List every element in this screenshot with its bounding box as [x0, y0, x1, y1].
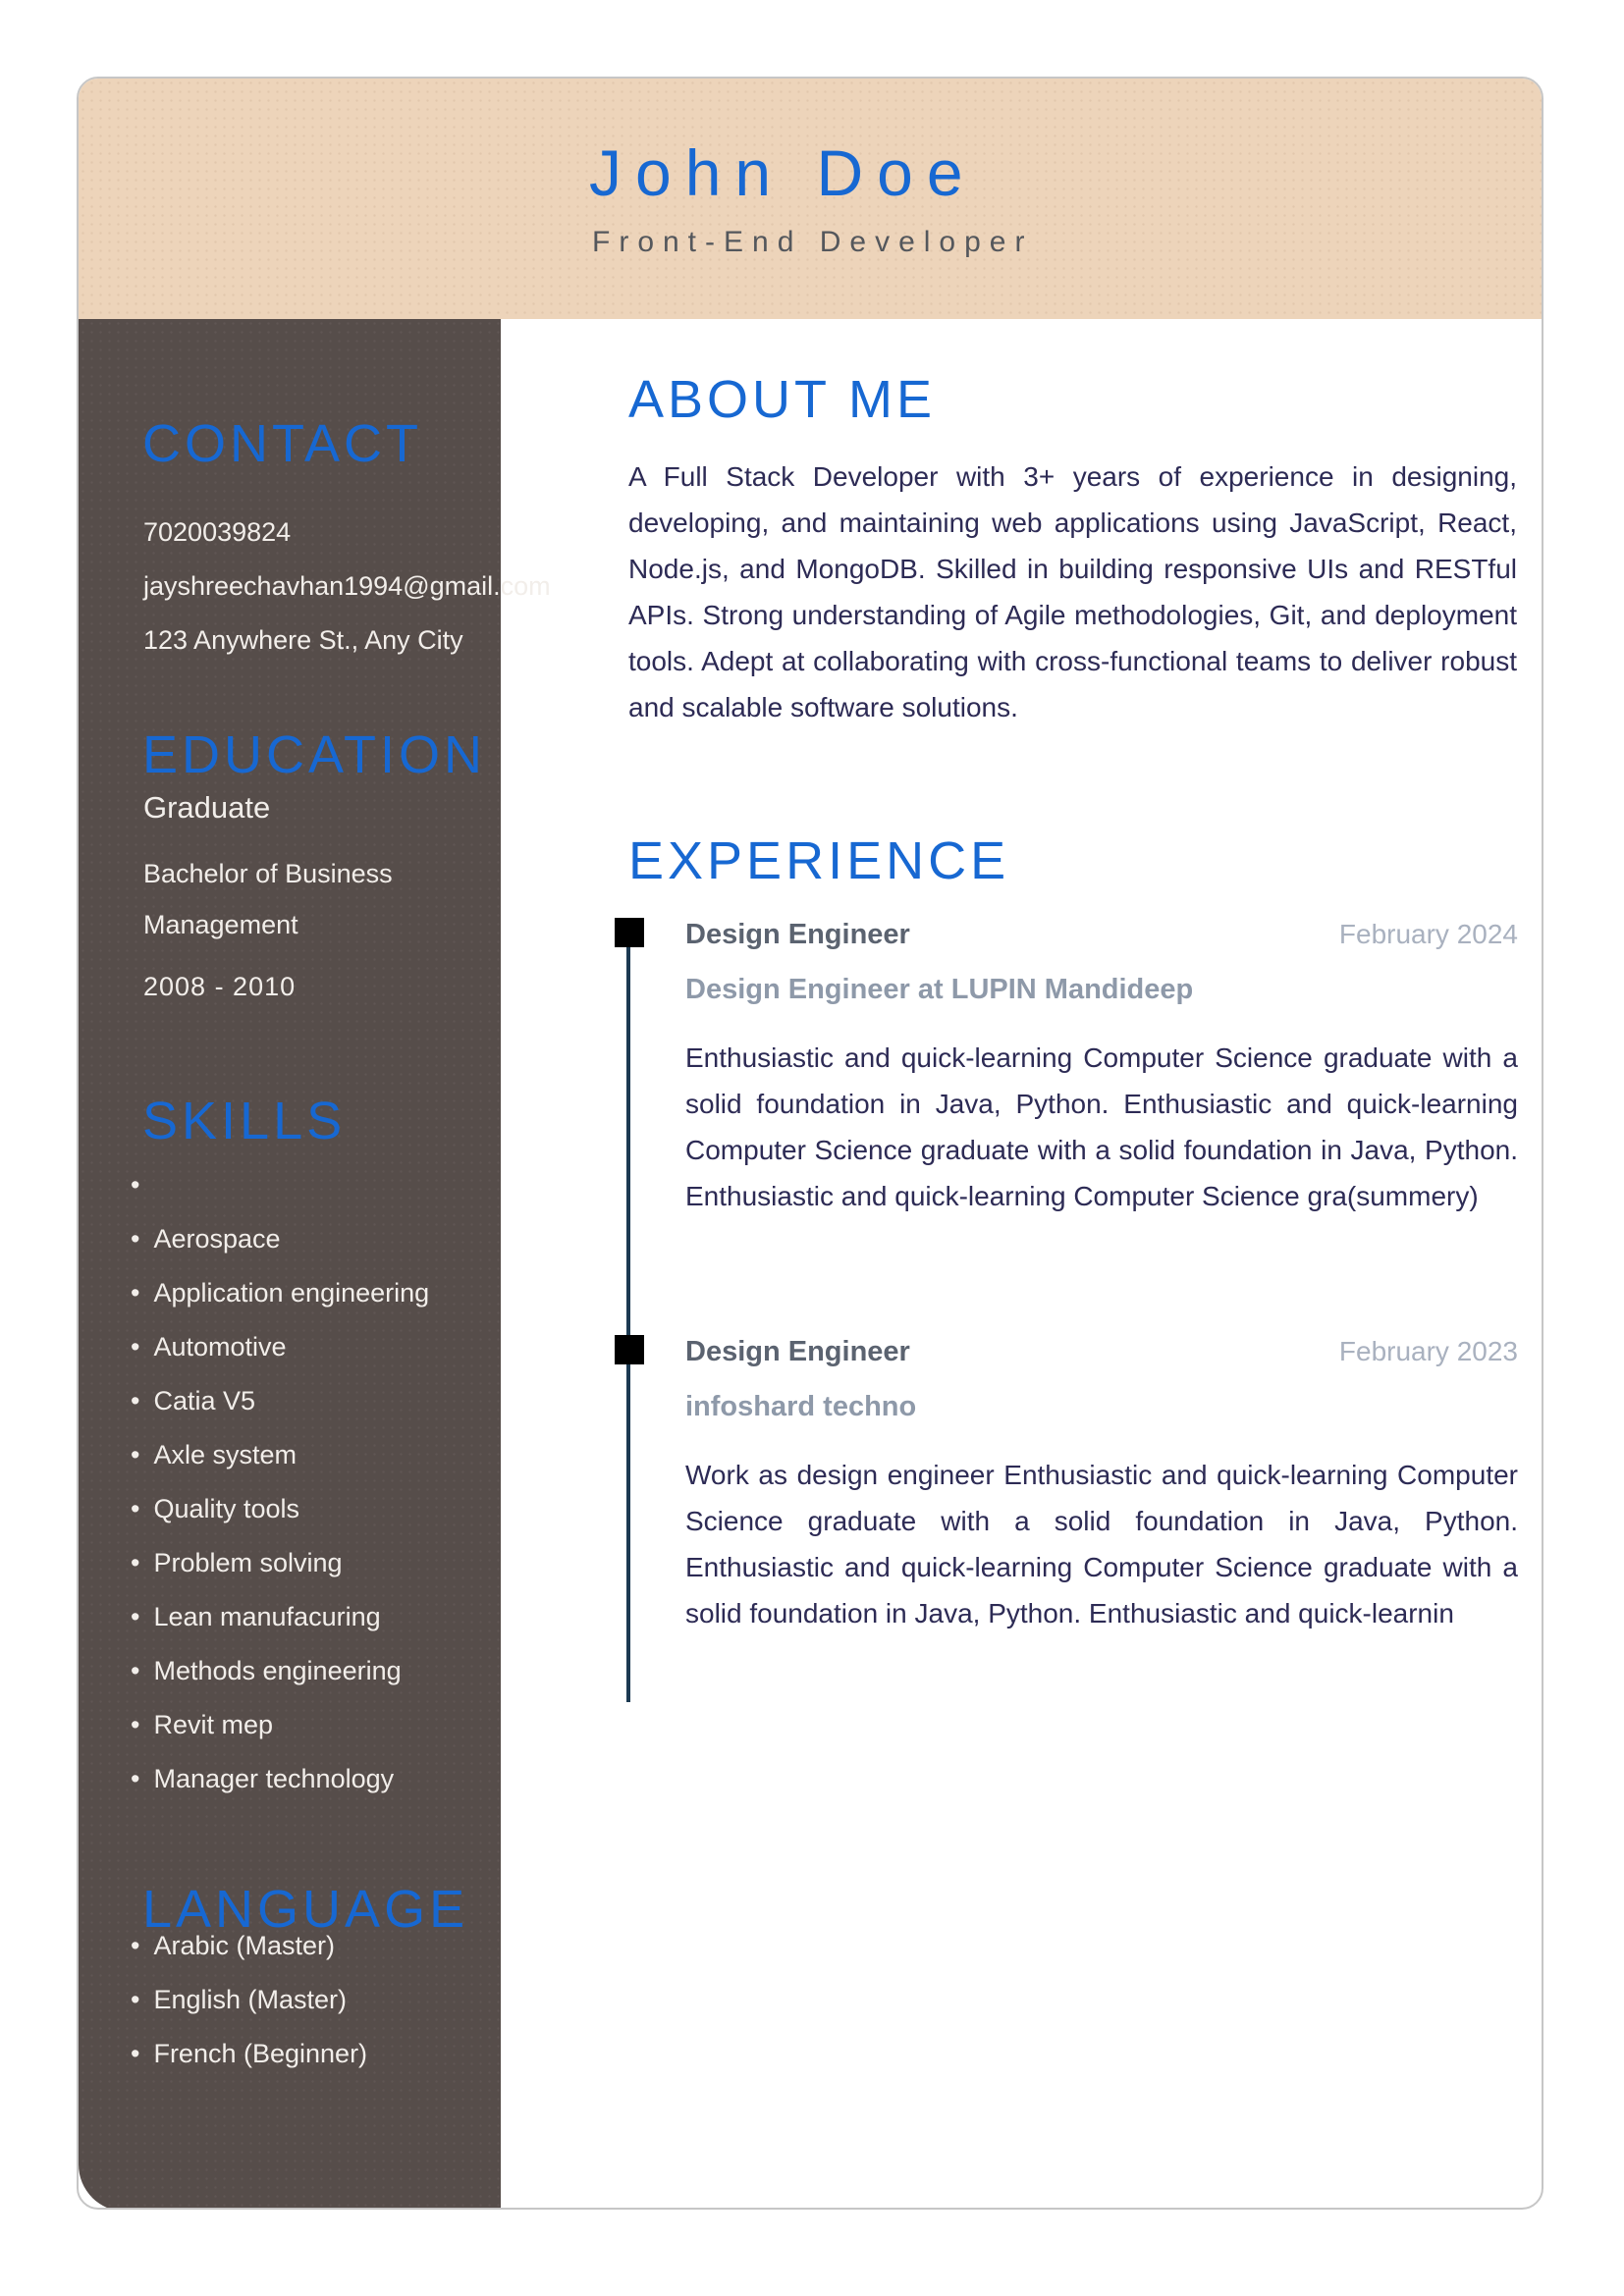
about-heading: ABOUT ME [628, 370, 937, 429]
skill-item: • Manager technology [131, 1752, 494, 1806]
person-name: John Doe [589, 136, 977, 209]
timeline-marker-icon [615, 918, 644, 947]
experience-subtitle: infoshard techno [685, 1391, 917, 1422]
education-degree: Graduate [143, 790, 271, 825]
skill-item: • Lean manufacuring [131, 1590, 494, 1644]
timeline-line [626, 934, 630, 1702]
skill-item: • Catia V5 [131, 1374, 494, 1428]
skill-item: • Methods engineering [131, 1644, 494, 1698]
experience-date: February 2024 [1338, 919, 1518, 949]
experience-date: February 2023 [1338, 1336, 1518, 1366]
skill-item: • Quality tools [131, 1482, 494, 1536]
skill-item: • Automotive [131, 1320, 494, 1374]
header-band [79, 79, 1542, 319]
experience-entry-header [685, 1336, 1518, 1368]
skill-item [131, 1158, 494, 1212]
experience-entry [685, 919, 1518, 1292]
education-program-line2: Management [143, 910, 298, 939]
language-item: • French (Beginner) [131, 2027, 494, 2081]
skill-item: • Problem solving [131, 1536, 494, 1590]
contact-email: jayshreechavhan1994@gmail.com [143, 571, 551, 601]
language-item: • English (Master) [131, 1973, 494, 2027]
skill-item: • Revit mep [131, 1698, 494, 1752]
contact-info [143, 506, 551, 667]
experience-description: Enthusiastic and quick-learning Computer Science graduate with a solid foundation in Java, Python. Enthusiastic and quick-learning Computer Science graduate with a solid foundation in Java, Python. Enthusiastic and quick-learning Computer Science gra(summery) [685, 1042, 1518, 1211]
experience-title: Design Engineer [685, 919, 910, 950]
sidebar [79, 319, 551, 2210]
language-list [131, 1919, 494, 2081]
experience-entry-header [685, 919, 1518, 951]
education-program-line1: Bachelor of Business [143, 859, 393, 888]
resume-card [77, 77, 1543, 2210]
education-years: 2008 - 2010 [143, 972, 297, 1001]
contact-heading: CONTACT [142, 414, 422, 473]
person-role: Front-End Developer [592, 226, 1034, 258]
experience-entry [685, 1336, 1518, 1709]
about-text: A Full Stack Developer with 3+ years of experience in designing, developing, and maintaining web applications using JavaScript, React, Node.js, and MongoDB. Skilled in building responsive UIs and RESTful APIs. Strong understanding of Agile methodologies, Git, and deployment tools. Adept at collaborating with cross-functional teams to deliver robust and scalable software solutions. [628, 461, 1517, 722]
timeline-marker-icon [615, 1335, 644, 1364]
experience-title: Design Engineer [685, 1336, 910, 1367]
experience-heading: EXPERIENCE [628, 831, 1010, 890]
contact-address: 123 Anywhere St., Any City [143, 625, 463, 655]
language-item: • Arabic (Master) [131, 1919, 494, 1973]
contact-phone: 7020039824 [143, 517, 292, 547]
skills-list [131, 1158, 494, 1806]
skill-item: • Axle system [131, 1428, 494, 1482]
experience-description: Work as design engineer Enthusiastic and quick-learning Computer Science graduate with a solid foundation in Java, Python. Enthusiastic and quick-learning Computer Science graduate with a solid foundation in Java, Python. Enthusiastic and quick-learnin [685, 1460, 1518, 1629]
language-heading: LANGUAGE [142, 1880, 469, 1939]
skill-item: • Aerospace [131, 1212, 494, 1266]
skill-item: • Application engineering [131, 1266, 494, 1320]
experience-subtitle: Design Engineer at LUPIN Mandideep [685, 974, 1194, 1005]
skills-heading: SKILLS [142, 1092, 347, 1150]
education-heading: EDUCATION [142, 725, 487, 784]
